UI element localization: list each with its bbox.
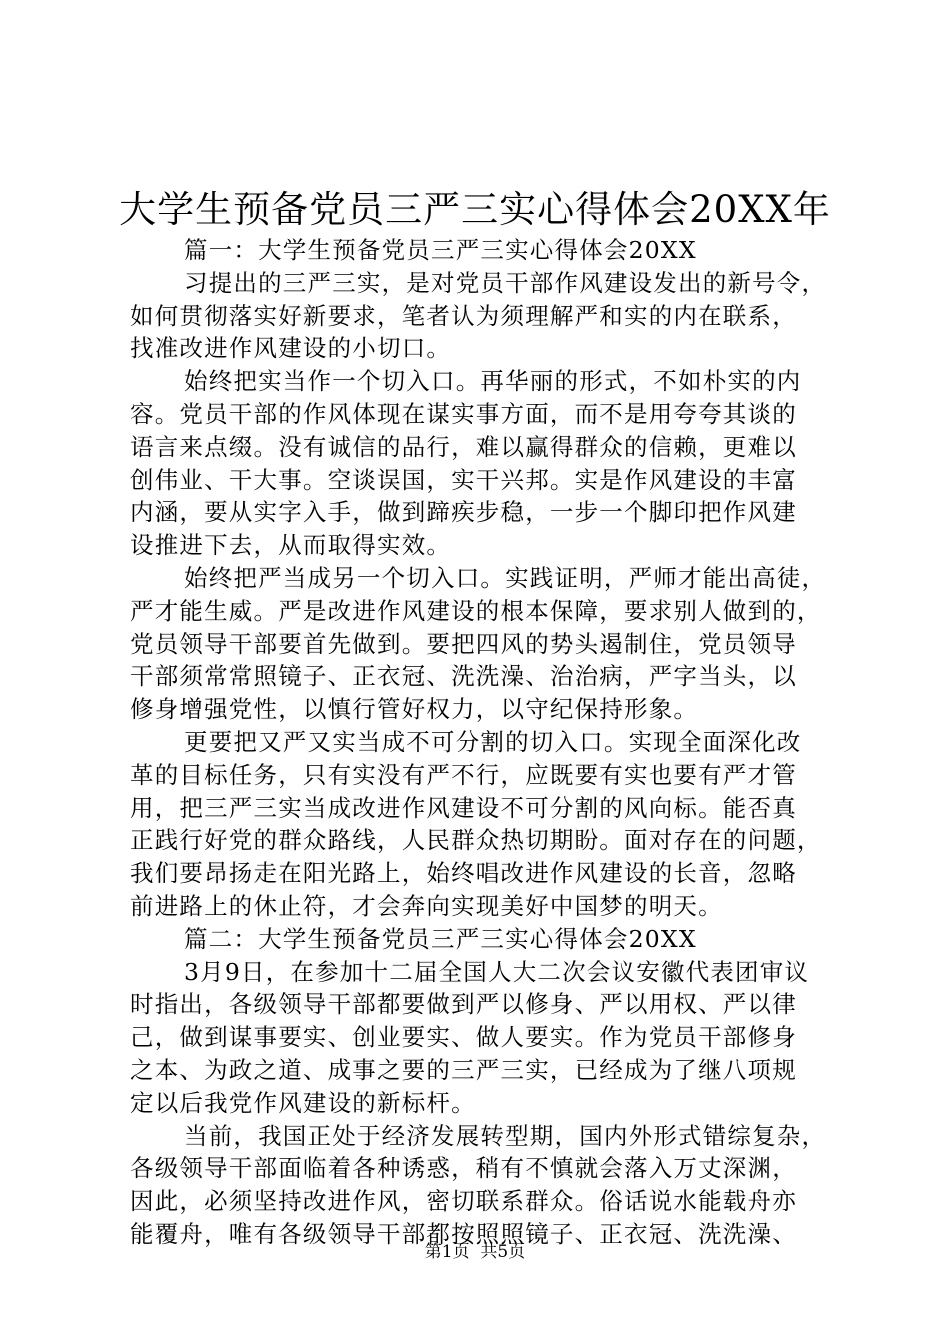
paragraph-line: 习提出的三严三实，是对党员干部作风建设发出的新号令， bbox=[184, 268, 827, 297]
paragraph-line: 更要把又严又实当成不可分割的切入口。实现全面深化改 bbox=[184, 727, 802, 756]
paragraph-line: 党员领导干部要首先做到。要把四风的势头遏制住，党员领导 bbox=[130, 629, 797, 658]
paragraph-line: 正践行好党的群众路线，人民群众热切期盼。面对存在的问题， bbox=[130, 826, 822, 855]
paragraph-line: 时指出，各级领导干部都要做到严以修身、严以用权、严以律 bbox=[130, 990, 797, 1019]
paragraph-line: 严才能生威。严是改进作风建设的根本保障，要求别人做到的， bbox=[130, 596, 822, 625]
paragraph-line: 容。党员干部的作风体现在谋实事方面，而不是用夸夸其谈的 bbox=[130, 399, 797, 428]
paragraph-line: 干部须常常照镜子、正衣冠、洗洗澡、治治病，严字当头，以 bbox=[130, 662, 797, 691]
paragraph-line: 己，做到谋事要实、创业要实、做人要实。作为党员干部修身 bbox=[130, 1023, 797, 1052]
paragraph-line: 之本、为政之道、成事之要的三严三实，已经成为了继八项规 bbox=[130, 1055, 797, 1084]
document-title: 大学生预备党员三严三实心得体会20XX年 bbox=[119, 188, 831, 231]
paragraph-line: 3月9日，在参加十二届全国人大二次会议安徽代表团审议 bbox=[184, 957, 810, 986]
paragraph-line: 定以后我党作风建设的新标杆。 bbox=[130, 1088, 476, 1117]
paragraph-line: 前进路上的休止符，才会奔向实现美好中国梦的明天。 bbox=[130, 891, 723, 920]
paragraph-line: 设推进下去，从而取得实效。 bbox=[130, 531, 452, 560]
paragraph-line: 能覆舟，唯有各级领导干部都按照照镜子、正衣冠、洗洗澡、 bbox=[130, 1219, 797, 1248]
paragraph-line: 因此，必须坚持改进作风，密切联系群众。俗话说水能载舟亦 bbox=[130, 1187, 797, 1216]
paragraph-line: 内涵，要从实字入手，做到蹄疾步稳，一步一个脚印把作风建 bbox=[130, 498, 797, 527]
paragraph-line: 始终把严当成另一个切入口。实践证明，严师才能出高徒， bbox=[184, 563, 827, 592]
section-heading: 篇二：大学生预备党员三严三实心得体会20XX bbox=[184, 924, 697, 953]
paragraph-line: 各级领导干部面临着各种诱惑，稍有不慎就会落入万丈深渊， bbox=[130, 1154, 797, 1183]
paragraph-line: 如何贯彻落实好新要求，笔者认为须理解严和实的内在联系， bbox=[130, 301, 797, 330]
section-heading: 篇一：大学生预备党员三严三实心得体会20XX bbox=[184, 236, 697, 264]
paragraph-line: 当前，我国正处于经济发展转型期，国内外形式错综复杂， bbox=[184, 1121, 827, 1150]
paragraph-line: 我们要昂扬走在阳光路上，始终唱改进作风建设的长音，忽略 bbox=[130, 859, 797, 888]
paragraph-line: 革的目标任务，只有实没有严不行，应既要有实也要有严才管 bbox=[130, 760, 797, 789]
paragraph-line: 语言来点缀。没有诚信的品行，难以赢得群众的信赖，更难以 bbox=[130, 432, 797, 461]
paragraph-line: 修身增强党性，以慎行管好权力，以守纪保持形象。 bbox=[130, 695, 699, 724]
paragraph-line: 找准改进作风建设的小切口。 bbox=[130, 334, 452, 363]
page-footer: 第1页 共5页 bbox=[424, 1242, 526, 1262]
paragraph-line: 创伟业、干大事。空谈误国，实干兴邦。实是作风建设的丰富 bbox=[130, 465, 797, 494]
paragraph-line: 始终把实当作一个切入口。再华丽的形式，不如朴实的内 bbox=[184, 367, 802, 396]
document-body bbox=[130, 234, 830, 1251]
paragraph-line: 用，把三严三实当成改进作风建设不可分割的风向标。能否真 bbox=[130, 793, 797, 822]
